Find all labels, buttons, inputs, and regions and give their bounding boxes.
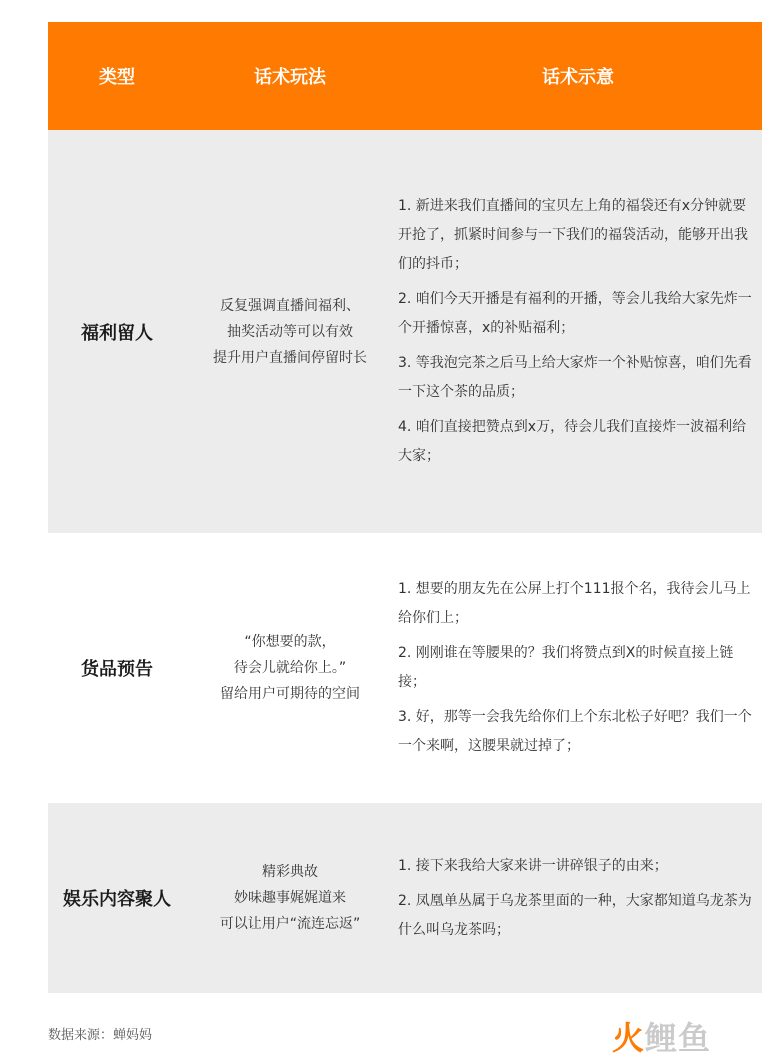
data-source-note: 数据来源：蝉妈妈	[48, 1028, 153, 1043]
table-row	[48, 130, 762, 533]
method-line: 反复强调直播间福利、	[220, 297, 360, 314]
row-examples	[394, 192, 762, 471]
example-item: 2. 刚刚谁在等腰果的？我们将赞点到X的时候直接上链接；	[398, 645, 734, 690]
comparison-table	[48, 22, 762, 993]
table-row	[48, 533, 762, 803]
example-item: 1. 新进来我们直播间的宝贝左上角的福袋还有x分钟就要开抢了，抓紧时间参与一下我们的福袋活动，能够开出我们的抖币；	[398, 198, 748, 272]
header-example: 话术示意	[542, 67, 614, 88]
example-item: 3. 好，那等一会我先给你们上个东北松子好吧？我们一个一个来啊，这腰果就过掉了；	[398, 709, 752, 754]
example-item: 2. 凤凰单丛属于乌龙茶里面的一种，大家都知道乌龙茶为什么叫乌龙茶吗；	[398, 892, 752, 938]
row-type: 娱乐内容聚人	[63, 889, 171, 910]
logo-part-fire: 火	[612, 1019, 646, 1057]
method-line: 留给用户可期待的空间	[220, 686, 360, 702]
method-line: 待会儿就给你上。”	[233, 660, 347, 676]
row-method	[186, 629, 394, 707]
method-line: 妙味趣事娓娓道来	[234, 890, 346, 906]
example-item: 4. 咱们直接把赞点到x万，待会儿我们直接炸一波福利给大家；	[398, 419, 747, 464]
logo-part-carp: 鲤鱼	[645, 1019, 712, 1057]
brand-logo	[612, 1016, 711, 1056]
method-line: 提升用户直播间停留时长	[213, 349, 367, 366]
method-line: 可以让用户“流连忘返”	[219, 916, 361, 932]
header-type: 类型	[99, 67, 135, 88]
example-item: 1. 接下来我给大家来讲一讲碎银子的由来；	[398, 857, 668, 874]
row-type: 货品预告	[81, 659, 153, 680]
row-examples	[394, 575, 762, 761]
header-method: 话术玩法	[254, 67, 326, 88]
row-examples	[394, 852, 762, 945]
example-item: 2. 咱们今天开播是有福利的开播，等会儿我给大家先炸一个开播惊喜，x的补贴福利；	[398, 291, 752, 336]
table-header	[48, 22, 762, 130]
method-line: 抽奖活动等可以有效	[227, 323, 353, 340]
example-item: 3. 等我泡完茶之后马上给大家炸一个补贴惊喜，咱们先看一下这个茶的品质；	[398, 355, 752, 400]
table-row	[48, 803, 762, 993]
row-type: 福利留人	[81, 322, 153, 344]
row-method	[186, 859, 394, 937]
example-item: 1. 想要的朋友先在公屏上打个111报个名，我待会儿马上给你们上；	[398, 581, 751, 626]
method-line: “你想要的款，	[244, 634, 336, 650]
row-method	[186, 293, 394, 371]
method-line: 精彩典故	[262, 864, 318, 880]
